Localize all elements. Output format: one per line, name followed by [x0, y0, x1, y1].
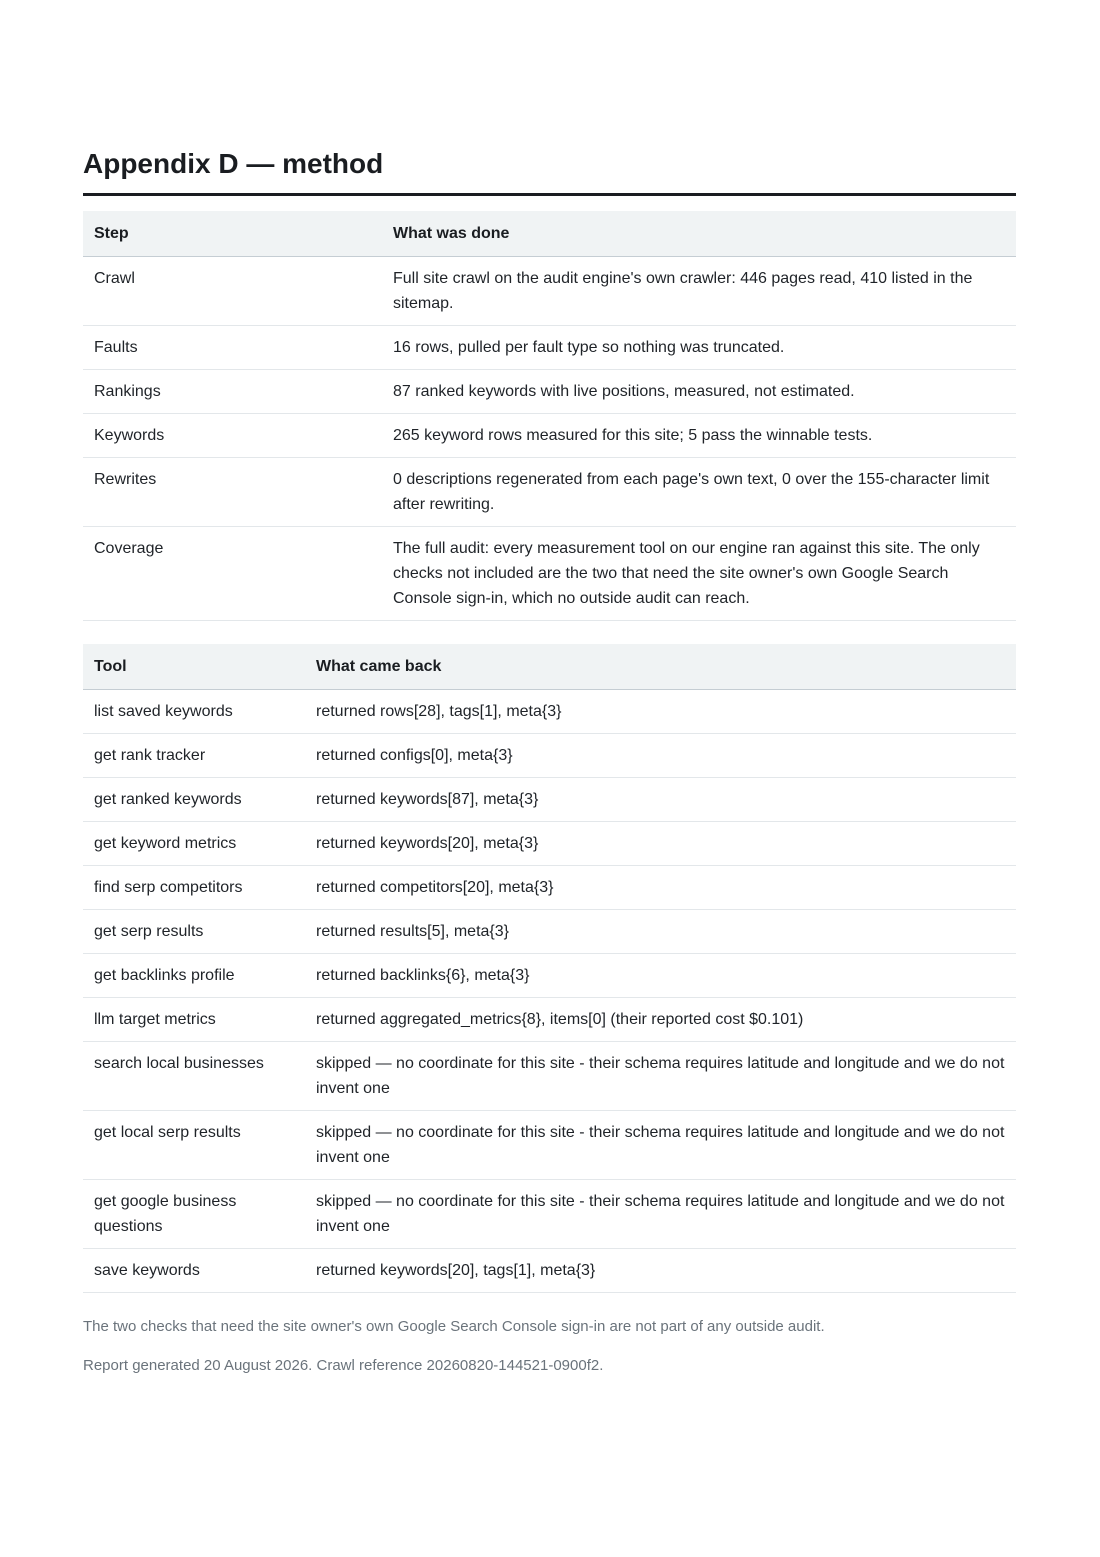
tool-name: get backlinks profile	[83, 954, 305, 998]
tool-result: returned keywords[87], meta{3}	[305, 778, 1016, 822]
column-header-step: Step	[83, 211, 382, 257]
tool-result: returned backlinks{6}, meta{3}	[305, 954, 1016, 998]
table-header-row	[83, 644, 1016, 690]
step-description: Full site crawl on the audit engine's own crawler: 446 pages read, 410 listed in the sitemap.	[382, 257, 1016, 326]
step-description: The full audit: every measurement tool on our engine ran against this site. The only checks not included are the two that need the site owner's own Google Search Console sign-in, which no outside audit can reach.	[382, 527, 1016, 621]
table-row	[83, 1042, 1016, 1111]
table-row	[83, 690, 1016, 734]
table-row	[83, 527, 1016, 621]
tool-result: returned results[5], meta{3}	[305, 910, 1016, 954]
table-row	[83, 998, 1016, 1042]
tool-result: returned keywords[20], meta{3}	[305, 822, 1016, 866]
tool-name: search local businesses	[83, 1042, 305, 1111]
column-header-tool: Tool	[83, 644, 305, 690]
tool-result: returned aggregated_metrics{8}, items[0] (their reported cost $0.101)	[305, 998, 1016, 1042]
table-row	[83, 326, 1016, 370]
tool-name: get rank tracker	[83, 734, 305, 778]
step-name: Keywords	[83, 414, 382, 458]
table-row	[83, 734, 1016, 778]
step-name: Rewrites	[83, 458, 382, 527]
tool-result: skipped — no coordinate for this site - their schema requires latitude and longitude and we do not invent one	[305, 1180, 1016, 1249]
tool-name: save keywords	[83, 1249, 305, 1293]
tool-name: get local serp results	[83, 1111, 305, 1180]
table-row	[83, 822, 1016, 866]
tool-name: get keyword metrics	[83, 822, 305, 866]
table-row	[83, 370, 1016, 414]
table-row	[83, 866, 1016, 910]
tool-result: returned configs[0], meta{3}	[305, 734, 1016, 778]
tool-name: list saved keywords	[83, 690, 305, 734]
tool-result: skipped — no coordinate for this site - their schema requires latitude and longitude and we do not invent one	[305, 1111, 1016, 1180]
tool-name: llm target metrics	[83, 998, 305, 1042]
step-description: 265 keyword rows measured for this site; 5 pass the winnable tests.	[382, 414, 1016, 458]
table-row	[83, 954, 1016, 998]
step-name: Faults	[83, 326, 382, 370]
step-name: Rankings	[83, 370, 382, 414]
table-header-row	[83, 211, 1016, 257]
search-console-footnote: The two checks that need the site owner's own Google Search Console sign-in are not part of any outside audit.	[83, 1318, 825, 1335]
step-name: Coverage	[83, 527, 382, 621]
table-row	[83, 1180, 1016, 1249]
table-row	[83, 778, 1016, 822]
table-row	[83, 1111, 1016, 1180]
tool-result: returned competitors[20], meta{3}	[305, 866, 1016, 910]
tool-name: get google business questions	[83, 1180, 305, 1249]
step-name: Crawl	[83, 257, 382, 326]
tool-result: returned keywords[20], tags[1], meta{3}	[305, 1249, 1016, 1293]
table-row	[83, 257, 1016, 326]
table-row	[83, 414, 1016, 458]
tools-results-table	[83, 644, 1016, 1293]
tool-name: get serp results	[83, 910, 305, 954]
step-description: 16 rows, pulled per fault type so nothing was truncated.	[382, 326, 1016, 370]
table-row	[83, 458, 1016, 527]
method-steps-table	[83, 211, 1016, 621]
step-description: 87 ranked keywords with live positions, measured, not estimated.	[382, 370, 1016, 414]
table-row	[83, 1249, 1016, 1293]
tool-name: get ranked keywords	[83, 778, 305, 822]
step-description: 0 descriptions regenerated from each page's own text, 0 over the 155-character limit after rewriting.	[382, 458, 1016, 527]
table-row	[83, 910, 1016, 954]
column-header-what-came-back: What came back	[305, 644, 1016, 690]
tool-result: returned rows[28], tags[1], meta{3}	[305, 690, 1016, 734]
tool-result: skipped — no coordinate for this site - their schema requires latitude and longitude and we do not invent one	[305, 1042, 1016, 1111]
report-generated-footnote: Report generated 20 August 2026. Crawl reference 20260820-144521-0900f2.	[83, 1357, 604, 1374]
tool-name: find serp competitors	[83, 866, 305, 910]
page-title: Appendix D — method	[83, 148, 1016, 196]
column-header-what-was-done: What was done	[382, 211, 1016, 257]
